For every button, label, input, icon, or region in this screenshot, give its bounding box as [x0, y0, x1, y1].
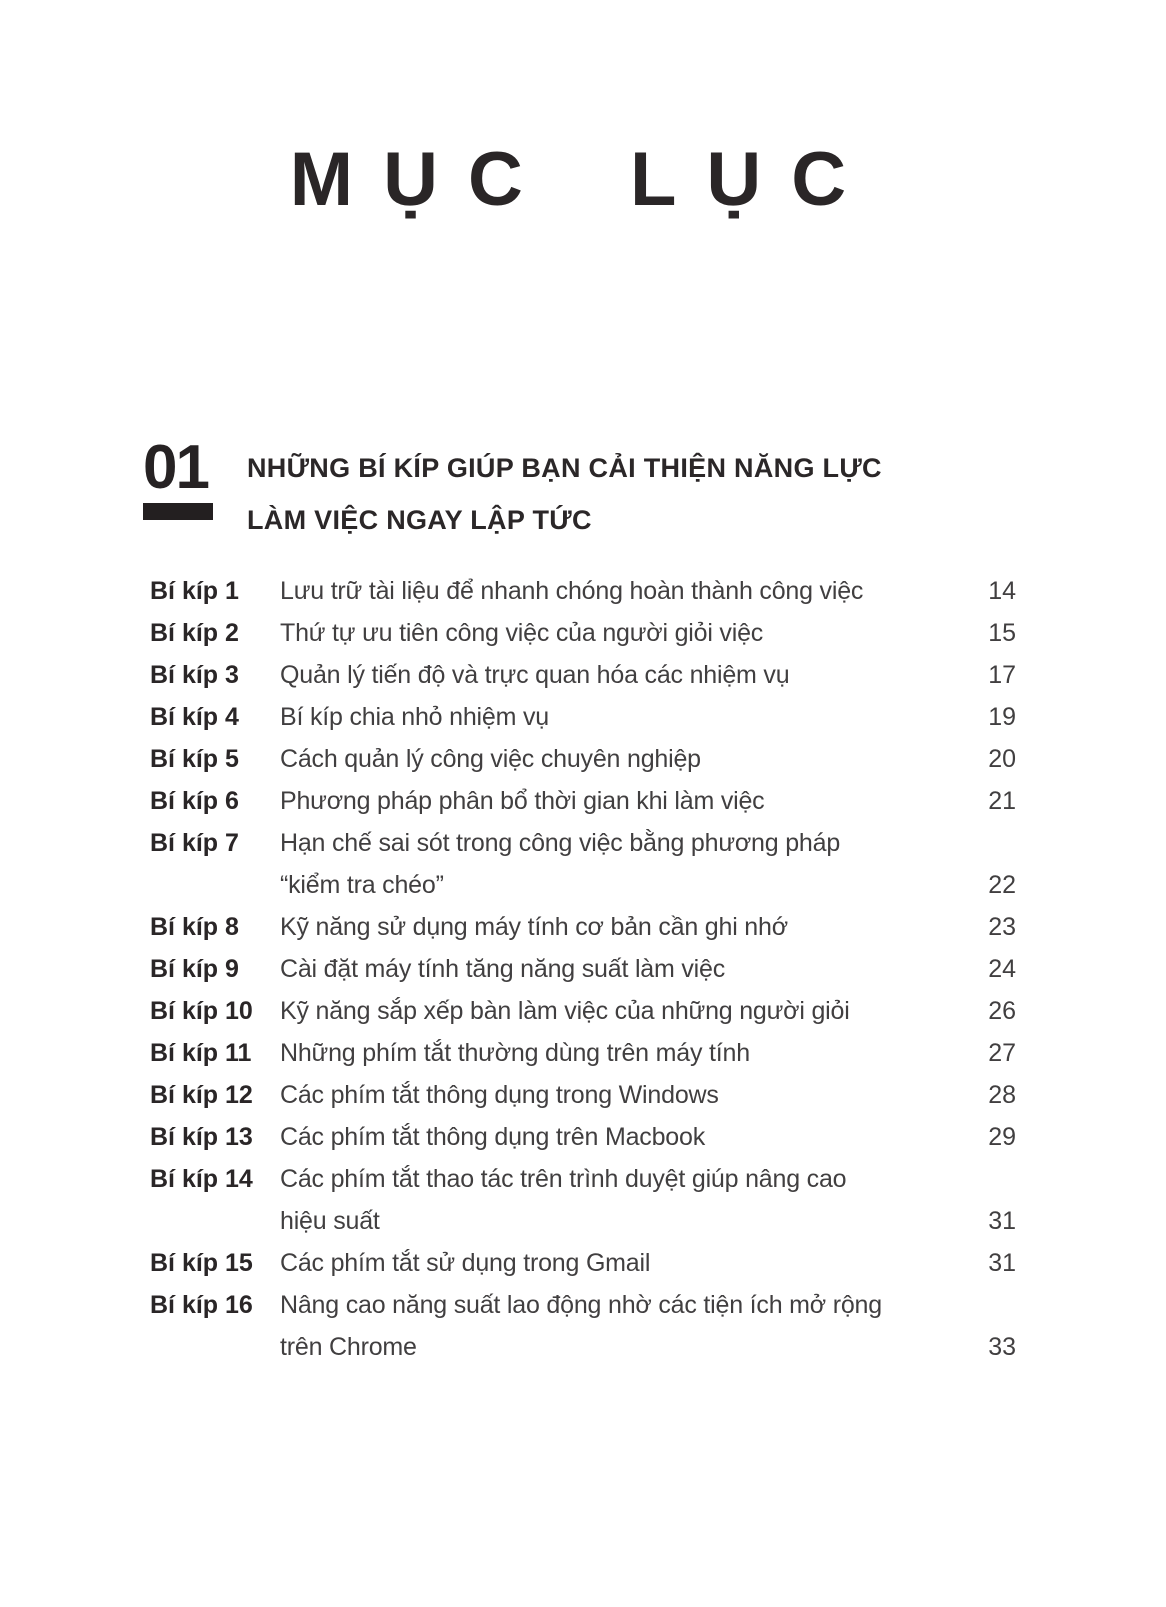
toc-entry-page: 31	[988, 1249, 1016, 1277]
toc-entry-label: Bí kíp 13	[150, 1123, 253, 1151]
toc-entry-label: Bí kíp 12	[150, 1081, 253, 1109]
toc-entry-title: Thứ tự ưu tiên công việc của người giỏi việc	[280, 619, 764, 647]
toc-entry-label: Bí kíp 3	[150, 661, 239, 689]
toc-entry-title: Kỹ năng sử dụng máy tính cơ bản cần ghi nhớ	[280, 913, 788, 941]
toc-entry-label: Bí kíp 4	[150, 703, 239, 731]
toc-entry-page: 15	[988, 619, 1016, 647]
toc-entry-title: Phương pháp phân bổ thời gian khi làm việc	[280, 787, 765, 815]
toc-entry-page: 22	[988, 871, 1016, 899]
toc-entry-page: 31	[988, 1207, 1016, 1235]
toc-entry-page: 19	[988, 703, 1016, 731]
toc-entry-title: Cài đặt máy tính tăng năng suất làm việc	[280, 955, 726, 983]
toc-entry-label: Bí kíp 5	[150, 745, 239, 773]
toc-entry-title: Các phím tắt thông dụng trong Windows	[280, 1081, 719, 1109]
toc-row	[150, 990, 1016, 1032]
toc-entry-label: Bí kíp 6	[150, 787, 239, 815]
toc-row	[150, 822, 1016, 864]
toc-entry-title: Kỹ năng sắp xếp bàn làm việc của những người giỏi	[280, 997, 850, 1025]
toc-entry-title: Các phím tắt thao tác trên trình duyệt giúp nâng cao	[280, 1165, 847, 1193]
toc-row	[150, 864, 1016, 906]
toc-row	[150, 1242, 1016, 1284]
toc-entry-page: 14	[988, 577, 1016, 605]
toc-row	[150, 1200, 1016, 1242]
toc-entry-label: Bí kíp 11	[150, 1039, 252, 1067]
toc-entry-page: 17	[988, 661, 1016, 689]
page-title: MỤC LỤC	[289, 137, 877, 222]
toc-entry-page: 24	[988, 955, 1016, 983]
toc-entry-title: Những phím tắt thường dùng trên máy tính	[280, 1039, 750, 1067]
toc-row	[150, 906, 1016, 948]
section-number-block	[143, 433, 213, 520]
toc-entry-title: Quản lý tiến độ và trực quan hóa các nhiệm vụ	[280, 661, 790, 689]
toc-entry-title: Nâng cao năng suất lao động nhờ các tiện ích mở rộng	[280, 1291, 882, 1319]
toc-row	[150, 612, 1016, 654]
toc-row	[150, 780, 1016, 822]
toc-entry-label: Bí kíp 8	[150, 913, 239, 941]
section-heading	[247, 442, 882, 546]
toc-entry-label: Bí kíp 7	[150, 829, 239, 857]
section-underline-bar	[143, 503, 213, 520]
toc-entry-title: Bí kíp chia nhỏ nhiệm vụ	[280, 703, 549, 731]
toc-entry-title: Hạn chế sai sót trong công việc bằng phương pháp	[280, 829, 841, 857]
toc-row	[150, 1326, 1016, 1368]
toc-entry-page: 23	[988, 913, 1016, 941]
section-heading-line-2: LÀM VIỆC NGAY LẬP TỨC	[247, 505, 592, 535]
toc-row	[150, 1074, 1016, 1116]
toc-row	[150, 948, 1016, 990]
toc-entry-label: Bí kíp 10	[150, 997, 253, 1025]
toc-entry-title: Lưu trữ tài liệu để nhanh chóng hoàn thành công việc	[280, 577, 864, 605]
toc-entry-page: 26	[988, 997, 1016, 1025]
toc-row	[150, 738, 1016, 780]
toc-row	[150, 1116, 1016, 1158]
toc-entry-page: 28	[988, 1081, 1016, 1109]
toc-row	[150, 654, 1016, 696]
toc-entry-page: 27	[988, 1039, 1016, 1067]
toc-row	[150, 1158, 1016, 1200]
toc-row	[150, 696, 1016, 738]
toc-entry-title: trên Chrome	[280, 1333, 417, 1361]
toc-entry-title: “kiểm tra chéo”	[280, 871, 444, 899]
toc-entry-title: Các phím tắt thông dụng trên Macbook	[280, 1123, 706, 1151]
toc-row	[150, 1032, 1016, 1074]
toc-entry-title: hiệu suất	[280, 1207, 380, 1235]
toc-entry-page: 33	[988, 1333, 1016, 1361]
toc-entry-label: Bí kíp 14	[150, 1165, 253, 1193]
section-header	[143, 433, 1166, 546]
toc-entry-page: 29	[988, 1123, 1016, 1151]
section-number: 01	[143, 433, 208, 502]
toc-row	[150, 570, 1016, 612]
toc-entry-page: 20	[988, 745, 1016, 773]
toc-entry-label: Bí kíp 2	[150, 619, 239, 647]
section-heading-line-1: NHỮNG BÍ KÍP GIÚP BẠN CẢI THIỆN NĂNG LỰC	[247, 453, 882, 483]
toc-entry-label: Bí kíp 9	[150, 955, 239, 983]
toc-entry-label: Bí kíp 16	[150, 1291, 253, 1319]
toc-entry-label: Bí kíp 1	[150, 577, 239, 605]
toc-entry-title: Cách quản lý công việc chuyên nghiệp	[280, 745, 701, 773]
toc-row	[150, 1284, 1016, 1326]
toc-entry-page: 21	[988, 787, 1016, 815]
toc-entry-label: Bí kíp 15	[150, 1249, 253, 1277]
toc-entry-title: Các phím tắt sử dụng trong Gmail	[280, 1249, 651, 1277]
toc-list	[150, 570, 1016, 1368]
